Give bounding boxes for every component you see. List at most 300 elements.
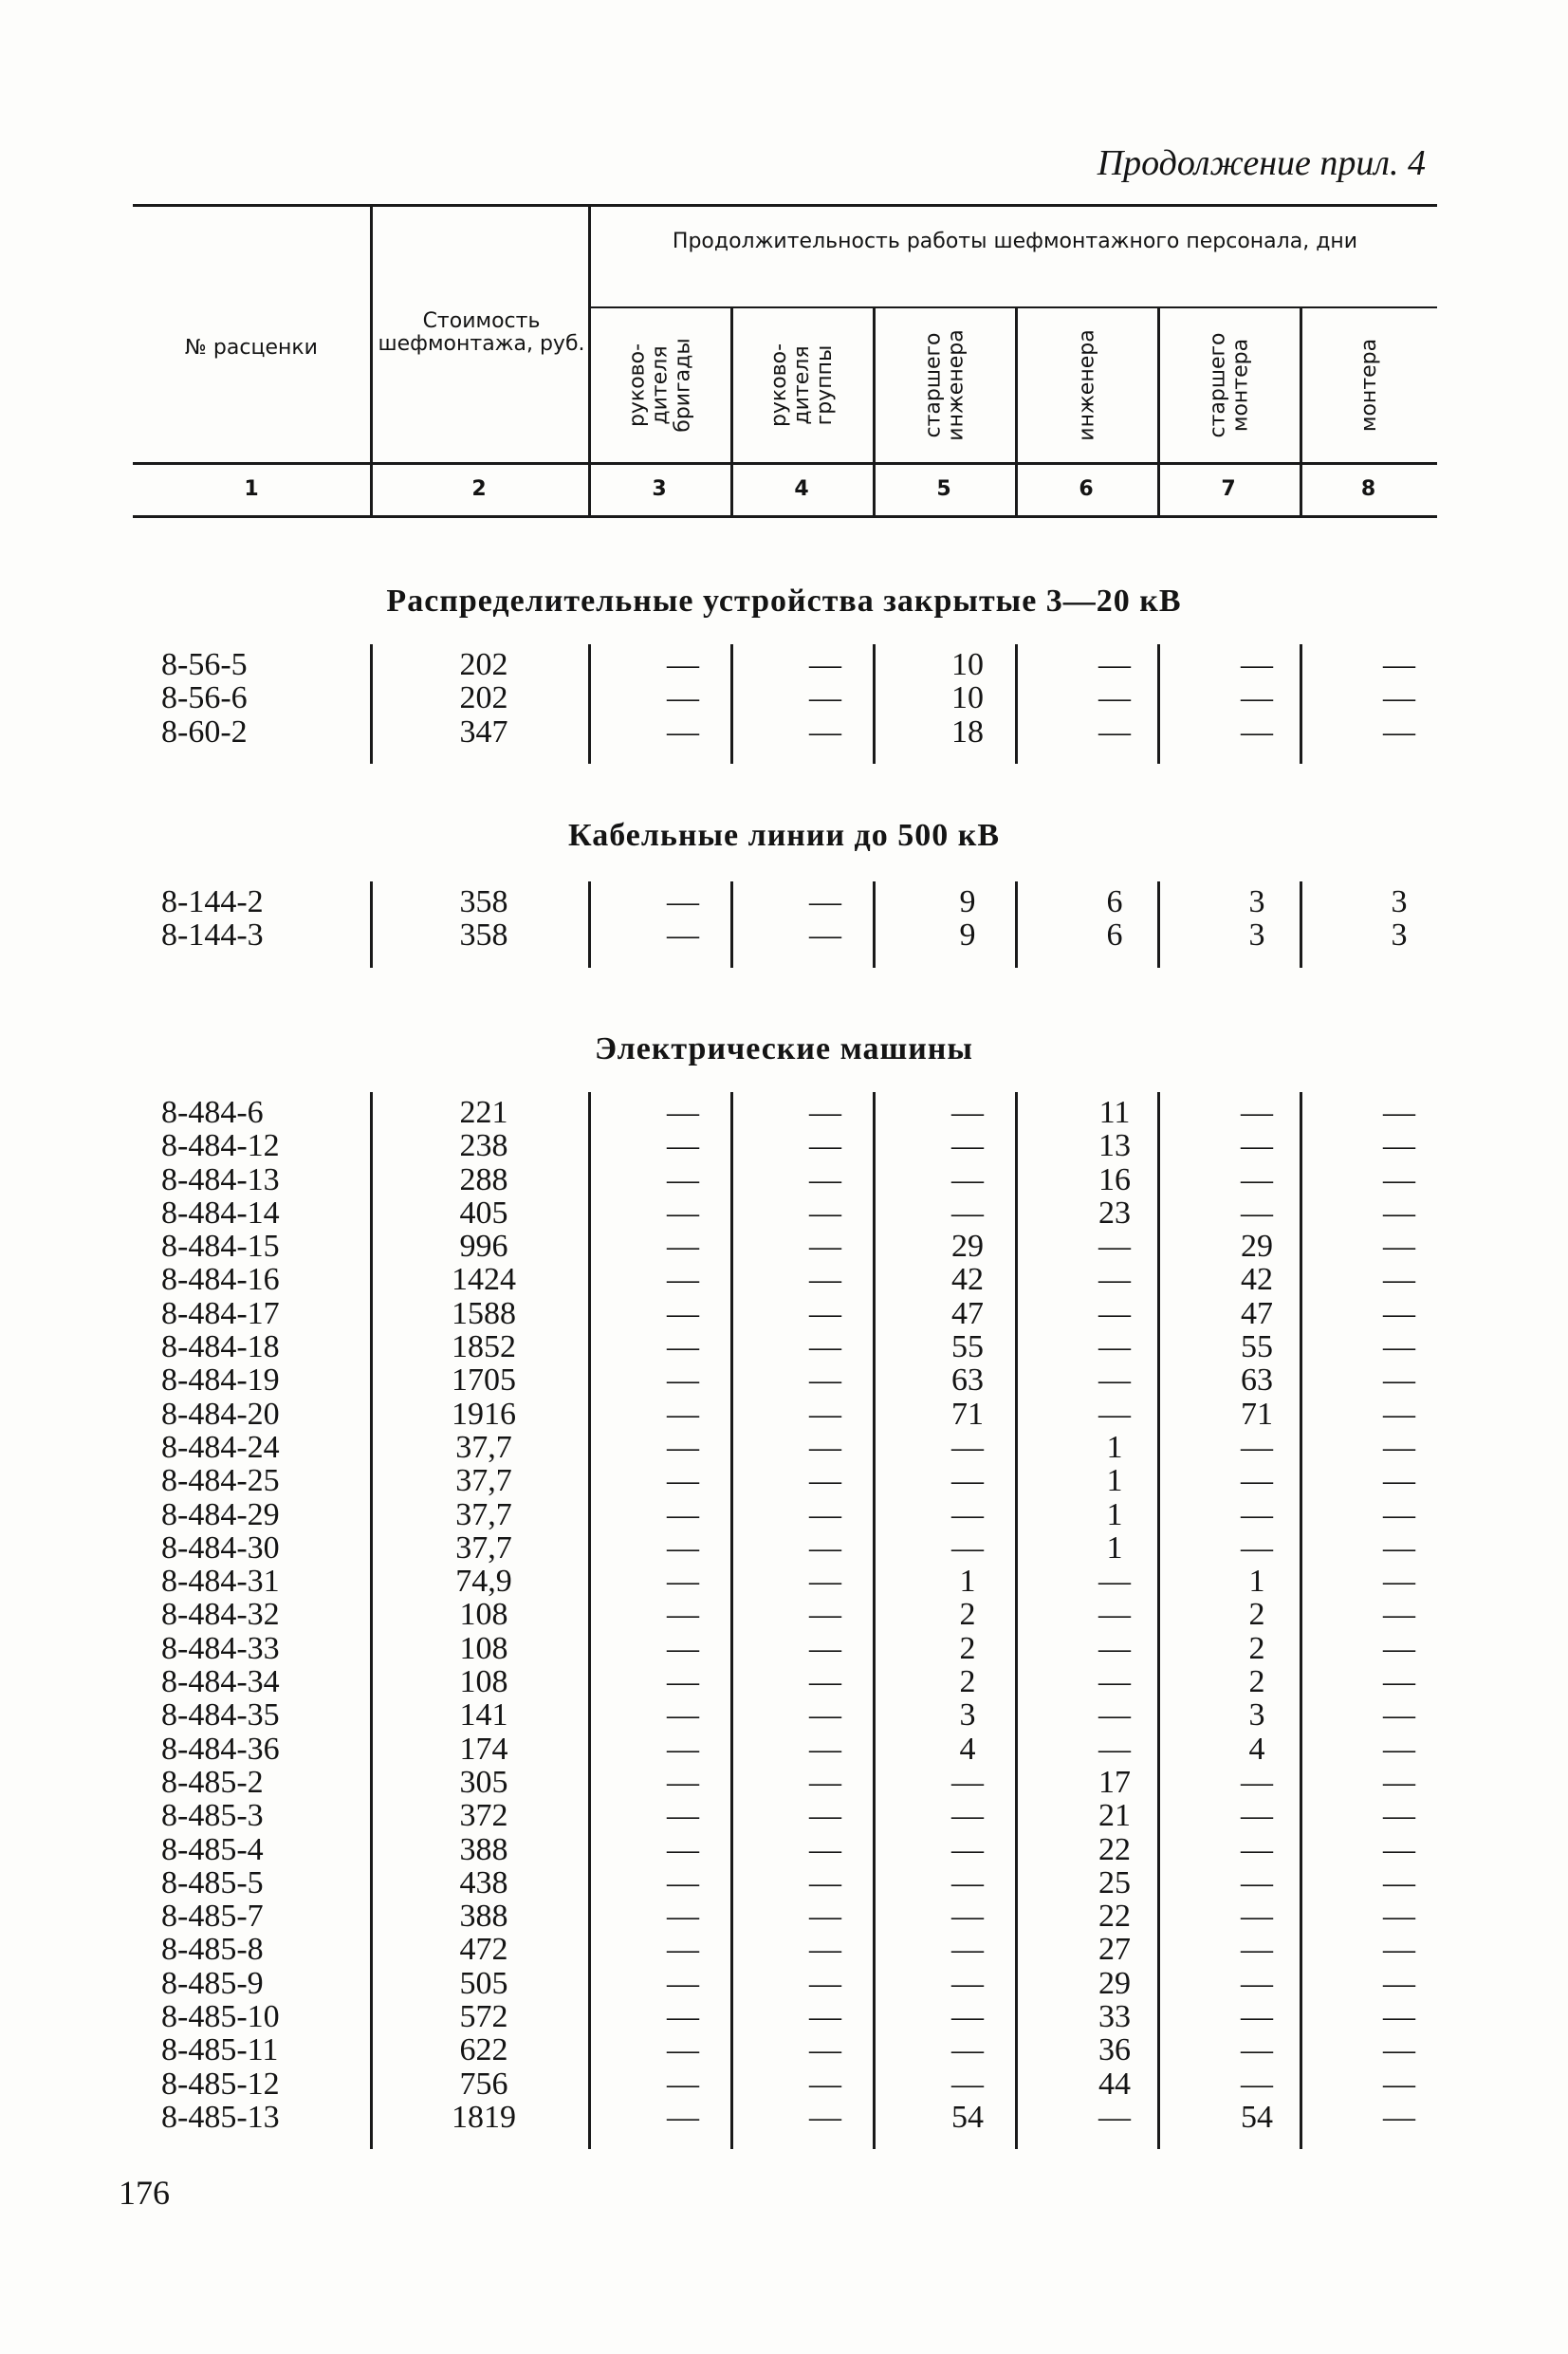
cell-senior-fitter: — <box>1241 1195 1273 1231</box>
table-header <box>133 204 1437 522</box>
col-divider <box>370 204 373 518</box>
cell-cost: 372 <box>459 1798 508 1834</box>
cell-rate-number: 8-144-2 <box>161 884 264 919</box>
cell-fitter: — <box>1383 2066 1415 2102</box>
cell-senior-engineer: 1 <box>959 1564 976 1600</box>
table-row <box>133 1263 1437 1296</box>
cell-brigade-leader: — <box>667 1630 699 1666</box>
cell-brigade-leader: — <box>667 1831 699 1867</box>
cell-brigade-leader: — <box>667 647 699 682</box>
header-bottom-rule <box>133 462 1437 465</box>
cell-senior-fitter: — <box>1241 680 1273 716</box>
cell-senior-fitter: — <box>1241 1932 1273 1968</box>
cell-group-leader: — <box>809 1932 841 1968</box>
table-row <box>133 1833 1437 1866</box>
cell-group-leader: — <box>809 1195 841 1231</box>
table-row <box>133 1363 1437 1397</box>
header-cost: Стоимость шефмонтажа, руб. <box>378 309 585 356</box>
cell-fitter: — <box>1383 1496 1415 1532</box>
cell-cost: 174 <box>459 1731 508 1767</box>
cell-senior-engineer: — <box>951 1764 984 1800</box>
cell-fitter: — <box>1383 680 1415 716</box>
cell-fitter: — <box>1383 1463 1415 1499</box>
cell-fitter: — <box>1383 1798 1415 1834</box>
cell-group-leader: — <box>809 1831 841 1867</box>
table-row <box>133 1698 1437 1732</box>
cell-senior-fitter: — <box>1241 1831 1273 1867</box>
cell-brigade-leader: — <box>667 1597 699 1633</box>
table-row <box>133 1733 1437 1766</box>
table-row <box>133 2101 1437 2134</box>
column-separator <box>588 644 591 764</box>
numbers-rule <box>133 515 1437 518</box>
column-separator <box>873 881 876 968</box>
cell-group-leader: — <box>809 1965 841 2001</box>
column-separator <box>1300 881 1302 968</box>
col-number: 3 <box>652 477 667 501</box>
column-separator <box>1015 1092 1018 2149</box>
cell-rate-number: 8-60-2 <box>161 714 248 750</box>
table-row <box>133 885 1437 918</box>
cell-senior-engineer: — <box>951 1496 984 1532</box>
cell-senior-fitter: — <box>1241 1999 1273 2035</box>
cell-rate-number: 8-485-10 <box>161 1999 280 2035</box>
cell-fitter: — <box>1383 1295 1415 1331</box>
cell-senior-engineer: — <box>951 1195 984 1231</box>
cell-engineer: 27 <box>1098 1932 1131 1968</box>
cell-group-leader: — <box>809 1463 841 1499</box>
cell-cost: 1852 <box>452 1329 516 1365</box>
column-separator <box>1300 644 1302 764</box>
cell-group-leader: — <box>809 1396 841 1432</box>
cell-cost: 108 <box>459 1664 508 1700</box>
cell-brigade-leader: — <box>667 1864 699 1900</box>
cell-fitter: — <box>1383 714 1415 750</box>
cell-brigade-leader: — <box>667 1899 699 1935</box>
cell-brigade-leader: — <box>667 714 699 750</box>
cell-engineer: 17 <box>1098 1764 1131 1800</box>
cell-fitter: — <box>1383 1932 1415 1968</box>
cell-rate-number: 8-56-5 <box>161 647 248 682</box>
table-row <box>133 1933 1437 1966</box>
cell-engineer: 6 <box>1106 884 1123 919</box>
cell-senior-engineer: 63 <box>951 1362 984 1399</box>
cell-fitter: — <box>1383 1831 1415 1867</box>
cell-brigade-leader: — <box>667 1731 699 1767</box>
cell-senior-engineer: 2 <box>959 1597 976 1633</box>
column-separator <box>588 1092 591 2149</box>
cell-rate-number: 8-484-12 <box>161 1128 280 1164</box>
cell-cost: 1424 <box>452 1262 516 1298</box>
cell-group-leader: — <box>809 1764 841 1800</box>
cell-brigade-leader: — <box>667 1564 699 1600</box>
cell-fitter: — <box>1383 1697 1415 1733</box>
cell-group-leader: — <box>809 1229 841 1265</box>
table-row <box>133 1866 1437 1900</box>
cell-group-leader: — <box>809 1597 841 1633</box>
cell-brigade-leader: — <box>667 2032 699 2068</box>
table-row <box>133 1598 1437 1631</box>
column-separator <box>873 1092 876 2149</box>
cell-brigade-leader: — <box>667 1932 699 1968</box>
cell-brigade-leader: — <box>667 1965 699 2001</box>
column-separator <box>370 881 373 968</box>
cell-fitter: — <box>1383 1329 1415 1365</box>
cell-engineer: — <box>1098 1329 1131 1365</box>
cell-cost: 996 <box>459 1229 508 1265</box>
cell-senior-engineer: 18 <box>951 714 984 750</box>
cell-engineer: 11 <box>1098 1095 1131 1130</box>
cell-group-leader: — <box>809 1899 841 1935</box>
cell-cost: 358 <box>459 884 508 919</box>
cell-rate-number: 8-484-25 <box>161 1463 280 1499</box>
cell-senior-engineer: — <box>951 1831 984 1867</box>
cell-fitter: — <box>1383 1128 1415 1164</box>
cell-rate-number: 8-484-30 <box>161 1529 280 1566</box>
cell-senior-fitter: 71 <box>1241 1396 1273 1432</box>
header-top-rule <box>133 204 1437 207</box>
cell-senior-fitter: 55 <box>1241 1329 1273 1365</box>
header-senior-fitter: старшего монтера <box>1206 332 1253 438</box>
cell-senior-fitter: — <box>1241 1429 1273 1465</box>
cell-cost: 37,7 <box>455 1463 512 1499</box>
cell-engineer: — <box>1098 1396 1131 1432</box>
cell-cost: 221 <box>459 1095 508 1130</box>
cell-senior-engineer: 9 <box>959 918 976 954</box>
cell-senior-fitter: — <box>1241 2066 1273 2102</box>
cell-group-leader: — <box>809 1161 841 1197</box>
cell-senior-fitter: 3 <box>1248 884 1265 919</box>
cell-cost: 388 <box>459 1831 508 1867</box>
cell-engineer: 29 <box>1098 1965 1131 2001</box>
cell-cost: 622 <box>459 2032 508 2068</box>
cell-rate-number: 8-484-13 <box>161 1161 280 1197</box>
column-separator <box>1300 1092 1302 2149</box>
cell-rate-number: 8-484-36 <box>161 1731 280 1767</box>
section-title: Электрические машины <box>595 1031 973 1066</box>
cell-rate-number: 8-485-11 <box>161 2032 279 2068</box>
cell-brigade-leader: — <box>667 884 699 919</box>
cell-brigade-leader: — <box>667 918 699 954</box>
table-row <box>133 681 1437 714</box>
cell-brigade-leader: — <box>667 2099 699 2135</box>
cell-cost: 388 <box>459 1899 508 1935</box>
cell-senior-engineer: — <box>951 1899 984 1935</box>
cell-fitter: — <box>1383 1564 1415 1600</box>
table-row <box>133 1967 1437 2000</box>
cell-group-leader: — <box>809 2032 841 2068</box>
cell-senior-engineer: 10 <box>951 647 984 682</box>
cell-group-leader: — <box>809 918 841 954</box>
cell-group-leader: — <box>809 1362 841 1399</box>
cell-engineer: 33 <box>1098 1999 1131 2035</box>
cell-cost: 37,7 <box>455 1529 512 1566</box>
cell-senior-fitter: 3 <box>1248 1697 1265 1733</box>
cell-brigade-leader: — <box>667 1362 699 1399</box>
cell-brigade-leader: — <box>667 1429 699 1465</box>
cell-fitter: — <box>1383 1095 1415 1130</box>
cell-group-leader: — <box>809 1864 841 1900</box>
cell-brigade-leader: — <box>667 1697 699 1733</box>
cell-cost: 37,7 <box>455 1496 512 1532</box>
column-separator <box>1157 1092 1160 2149</box>
cell-engineer: — <box>1098 714 1131 750</box>
col-number: 6 <box>1079 477 1094 501</box>
column-separator <box>1015 644 1018 764</box>
column-separator <box>730 644 733 764</box>
cell-rate-number: 8-484-34 <box>161 1664 280 1700</box>
cell-fitter: — <box>1383 1731 1415 1767</box>
table-row <box>133 2000 1437 2033</box>
cell-engineer: 13 <box>1098 1128 1131 1164</box>
cell-brigade-leader: — <box>667 1463 699 1499</box>
cell-engineer: — <box>1098 1229 1131 1265</box>
cell-group-leader: — <box>809 647 841 682</box>
col-number: 2 <box>471 477 487 501</box>
cell-cost: 347 <box>459 714 508 750</box>
column-separator <box>873 644 876 764</box>
cell-engineer: 44 <box>1098 2066 1131 2102</box>
cell-senior-engineer: — <box>951 1529 984 1566</box>
header-fitter: монтера <box>1357 338 1381 433</box>
column-separator <box>730 881 733 968</box>
cell-engineer: — <box>1098 1664 1131 1700</box>
cell-brigade-leader: — <box>667 1798 699 1834</box>
cell-senior-engineer: — <box>951 1161 984 1197</box>
cell-brigade-leader: — <box>667 1161 699 1197</box>
table-row <box>133 1096 1437 1129</box>
cell-group-leader: — <box>809 680 841 716</box>
table-row <box>133 648 1437 681</box>
page-number: 176 <box>119 2174 170 2212</box>
col-number: 4 <box>794 477 809 501</box>
cell-fitter: — <box>1383 1597 1415 1633</box>
cell-group-leader: — <box>809 1664 841 1700</box>
cell-group-leader: — <box>809 1731 841 1767</box>
cell-senior-engineer: — <box>951 2066 984 2102</box>
cell-fitter: 3 <box>1391 884 1408 919</box>
cell-cost: 472 <box>459 1932 508 1968</box>
cell-fitter: — <box>1383 1195 1415 1231</box>
cell-rate-number: 8-144-3 <box>161 918 264 954</box>
cell-cost: 305 <box>459 1764 508 1800</box>
cell-rate-number: 8-484-18 <box>161 1329 280 1365</box>
cell-senior-fitter: 47 <box>1241 1295 1273 1331</box>
cell-engineer: — <box>1098 1262 1131 1298</box>
cell-senior-fitter: 2 <box>1248 1630 1265 1666</box>
cell-cost: 202 <box>459 680 508 716</box>
cell-senior-engineer: 3 <box>959 1697 976 1733</box>
cell-rate-number: 8-484-32 <box>161 1597 280 1633</box>
cell-group-leader: — <box>809 1798 841 1834</box>
cell-senior-engineer: — <box>951 1095 984 1130</box>
cell-senior-engineer: 54 <box>951 2099 984 2135</box>
cell-cost: 358 <box>459 918 508 954</box>
cell-rate-number: 8-484-17 <box>161 1295 280 1331</box>
cell-cost: 1916 <box>452 1396 516 1432</box>
table-row <box>133 715 1437 749</box>
cell-brigade-leader: — <box>667 1764 699 1800</box>
cell-group-leader: — <box>809 1128 841 1164</box>
cell-group-leader: — <box>809 714 841 750</box>
table-row <box>133 2067 1437 2101</box>
cell-brigade-leader: — <box>667 1496 699 1532</box>
cell-group-leader: — <box>809 884 841 919</box>
cell-fitter: — <box>1383 1396 1415 1432</box>
cell-fitter: — <box>1383 1262 1415 1298</box>
cell-cost: 1705 <box>452 1362 516 1399</box>
cell-group-leader: — <box>809 1429 841 1465</box>
cell-senior-engineer: 71 <box>951 1396 984 1432</box>
cell-engineer: — <box>1098 1295 1131 1331</box>
cell-rate-number: 8-484-35 <box>161 1697 280 1733</box>
cell-cost: 1819 <box>452 2099 516 2135</box>
cell-group-leader: — <box>809 1529 841 1566</box>
cell-engineer: — <box>1098 1597 1131 1633</box>
cell-fitter: — <box>1383 647 1415 682</box>
cell-senior-engineer: 2 <box>959 1664 976 1700</box>
cell-engineer: 23 <box>1098 1195 1131 1231</box>
cell-engineer: 36 <box>1098 2032 1131 2068</box>
cell-senior-fitter: 3 <box>1248 918 1265 954</box>
cell-group-leader: — <box>809 2066 841 2102</box>
cell-cost: 74,9 <box>455 1564 512 1600</box>
cell-fitter: — <box>1383 2032 1415 2068</box>
cell-engineer: 22 <box>1098 1831 1131 1867</box>
table-row <box>133 1398 1437 1431</box>
cell-senior-fitter: 29 <box>1241 1229 1273 1265</box>
table-row <box>133 1799 1437 1832</box>
column-separator <box>370 644 373 764</box>
cell-engineer: 1 <box>1106 1463 1123 1499</box>
cell-brigade-leader: — <box>667 2066 699 2102</box>
table-row <box>133 1766 1437 1799</box>
cell-senior-fitter: 1 <box>1248 1564 1265 1600</box>
cell-fitter: — <box>1383 1999 1415 2035</box>
cell-senior-engineer: — <box>951 1798 984 1834</box>
cell-senior-fitter: 2 <box>1248 1664 1265 1700</box>
col-number: 7 <box>1221 477 1236 501</box>
table-row <box>133 918 1437 952</box>
header-duration-group: Продолжительность работы шефмонтажного персонала, дни <box>672 230 1358 253</box>
table-row <box>133 1464 1437 1497</box>
cell-engineer: 16 <box>1098 1161 1131 1197</box>
header-group-leader: руково- дителя группы <box>767 343 838 428</box>
cell-senior-fitter: — <box>1241 1899 1273 1935</box>
cell-senior-fitter: 63 <box>1241 1362 1273 1399</box>
header-rate-number: № расценки <box>185 336 318 360</box>
cell-cost: 756 <box>459 2066 508 2102</box>
table-row <box>133 1632 1437 1665</box>
cell-cost: 202 <box>459 647 508 682</box>
cell-brigade-leader: — <box>667 1295 699 1331</box>
table-row <box>133 1163 1437 1196</box>
cell-engineer: — <box>1098 1697 1131 1733</box>
cell-senior-fitter: — <box>1241 1864 1273 1900</box>
cell-rate-number: 8-485-12 <box>161 2066 280 2102</box>
cell-rate-number: 8-485-9 <box>161 1965 264 2001</box>
cell-senior-engineer: 2 <box>959 1630 976 1666</box>
col-number: 5 <box>936 477 951 501</box>
cell-senior-fitter: — <box>1241 2032 1273 2068</box>
cell-fitter: 3 <box>1391 918 1408 954</box>
cell-engineer: — <box>1098 1630 1131 1666</box>
section-rows <box>133 648 1437 749</box>
table-row <box>133 1330 1437 1363</box>
cell-rate-number: 8-56-6 <box>161 680 248 716</box>
cell-rate-number: 8-485-8 <box>161 1932 264 1968</box>
table-row <box>133 1297 1437 1330</box>
cell-senior-fitter: — <box>1241 1095 1273 1130</box>
cell-cost: 405 <box>459 1195 508 1231</box>
cell-fitter: — <box>1383 2099 1415 2135</box>
cell-rate-number: 8-485-5 <box>161 1864 264 1900</box>
header-brigade-leader: руково- дителя бригады <box>625 338 695 433</box>
cell-group-leader: — <box>809 1329 841 1365</box>
cell-engineer: 1 <box>1106 1429 1123 1465</box>
cell-senior-fitter: — <box>1241 1798 1273 1834</box>
section-title: Кабельные линии до 500 кВ <box>567 818 1001 853</box>
cell-fitter: — <box>1383 1864 1415 1900</box>
table-row <box>133 1431 1437 1464</box>
cell-senior-engineer: 55 <box>951 1329 984 1365</box>
cell-senior-engineer: — <box>951 1932 984 1968</box>
cell-engineer: — <box>1098 680 1131 716</box>
section-rows <box>133 1096 1437 2134</box>
cell-rate-number: 8-484-33 <box>161 1630 280 1666</box>
cell-group-leader: — <box>809 1262 841 1298</box>
cell-rate-number: 8-485-7 <box>161 1899 264 1935</box>
table-row <box>133 1900 1437 1933</box>
cell-cost: 288 <box>459 1161 508 1197</box>
cell-senior-engineer: 42 <box>951 1262 984 1298</box>
cell-senior-fitter: 2 <box>1248 1597 1265 1633</box>
cell-brigade-leader: — <box>667 680 699 716</box>
table-row <box>133 1565 1437 1598</box>
cell-group-leader: — <box>809 1999 841 2035</box>
cell-brigade-leader: — <box>667 1262 699 1298</box>
cell-group-leader: — <box>809 1630 841 1666</box>
column-separator <box>1157 644 1160 764</box>
cell-senior-fitter: — <box>1241 1463 1273 1499</box>
cell-senior-engineer: — <box>951 1864 984 1900</box>
cell-senior-fitter: — <box>1241 714 1273 750</box>
column-separator <box>1157 881 1160 968</box>
cell-fitter: — <box>1383 1764 1415 1800</box>
cell-rate-number: 8-484-19 <box>161 1362 280 1399</box>
cell-engineer: — <box>1098 1362 1131 1399</box>
cell-senior-fitter: — <box>1241 647 1273 682</box>
cell-rate-number: 8-484-16 <box>161 1262 280 1298</box>
cell-senior-engineer: — <box>951 1429 984 1465</box>
cell-rate-number: 8-484-29 <box>161 1496 280 1532</box>
cell-senior-engineer: 29 <box>951 1229 984 1265</box>
cell-senior-engineer: — <box>951 1128 984 1164</box>
cell-senior-fitter: 42 <box>1241 1262 1273 1298</box>
cell-brigade-leader: — <box>667 1095 699 1130</box>
cell-senior-engineer: 10 <box>951 680 984 716</box>
cell-senior-fitter: 4 <box>1248 1731 1265 1767</box>
table-row <box>133 1230 1437 1263</box>
cell-group-leader: — <box>809 1095 841 1130</box>
cell-brigade-leader: — <box>667 1195 699 1231</box>
cell-brigade-leader: — <box>667 1329 699 1365</box>
cell-cost: 572 <box>459 1999 508 2035</box>
cell-senior-fitter: — <box>1241 1496 1273 1532</box>
cell-senior-fitter: — <box>1241 1128 1273 1164</box>
column-separator <box>370 1092 373 2149</box>
col-number: 8 <box>1360 477 1376 501</box>
